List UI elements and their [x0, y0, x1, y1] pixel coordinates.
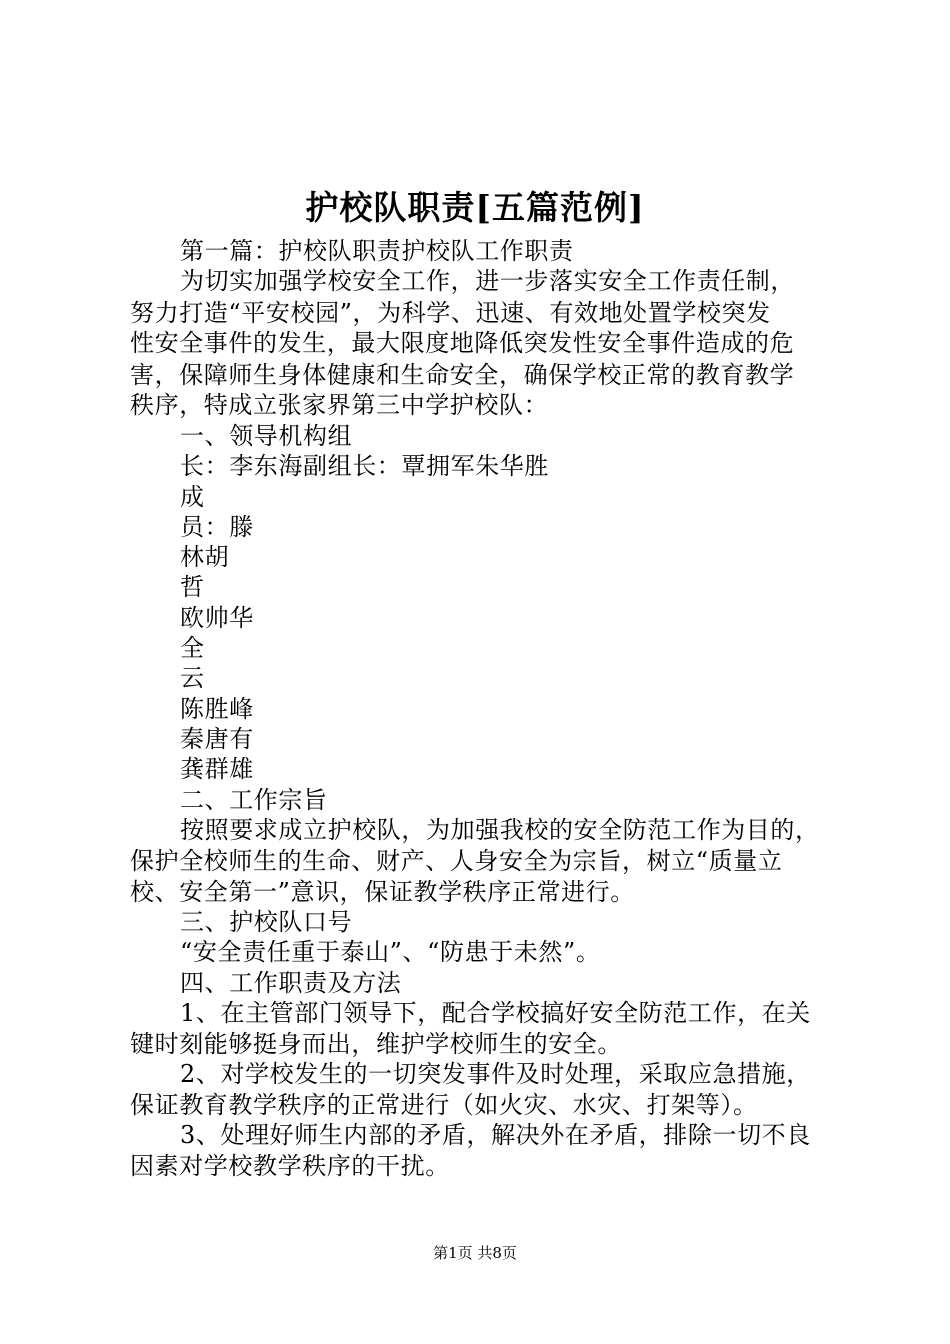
- paragraph-line: 龚群雄: [180, 755, 254, 783]
- paragraph-line: 为切实加强学校安全工作，进一步落实安全工作责任制，: [180, 267, 795, 295]
- paragraph-line: 哲: [180, 573, 205, 601]
- paragraph-line: 秦唐有: [180, 725, 254, 753]
- paragraph-line: 欧帅华: [180, 604, 254, 632]
- paragraph-line: 因素对学校教学秩序的干扰。: [130, 1152, 450, 1180]
- paragraph-line: 按照要求成立护校队，为加强我校的安全防范工作为目的，: [180, 816, 820, 844]
- paragraph-line: 成: [180, 483, 205, 511]
- paragraph-line: “安全责任重于泰山”、“防患于未然”。: [180, 938, 601, 966]
- paragraph-line: 1、在主管部门领导下，配合学校搞好安全防范工作，在关: [180, 999, 811, 1027]
- paragraph-line: 性安全事件的发生，最大限度地降低突发性安全事件造成的危: [130, 329, 795, 357]
- paragraph-line: 员：滕: [180, 513, 254, 541]
- document-title: 护校队职责[五篇范例]: [305, 188, 645, 227]
- paragraph-line: 键时刻能够挺身而出，维护学校师生的安全。: [130, 1030, 622, 1058]
- paragraph-line: 全: [180, 634, 205, 662]
- section-heading: 一、领导机构组: [180, 422, 353, 450]
- paragraph-line: 林胡: [180, 543, 230, 571]
- section-heading: 第一篇：护校队职责护校队工作职责: [180, 237, 574, 265]
- paragraph-line: 长：李东海副组长：覃拥军朱华胜: [180, 452, 549, 480]
- section-heading: 三、护校队口号: [180, 908, 353, 936]
- paragraph-line: 2、对学校发生的一切突发事件及时处理，采取应急措施，: [180, 1060, 811, 1088]
- paragraph-line: 云: [180, 664, 205, 692]
- paragraph-line: 保护全校师生的生命、财产、人身安全为宗旨，树立“质量立: [130, 847, 783, 875]
- paragraph-line: 陈胜峰: [180, 695, 254, 723]
- page-footer: 第1页 共8页: [433, 1244, 517, 1262]
- paragraph-line: 校、安全第一”意识，保证教学秩序正常进行。: [130, 878, 635, 906]
- paragraph-line: 秩序，特成立张家界第三中学护校队：: [130, 391, 549, 419]
- section-heading: 四、工作职责及方法: [180, 969, 402, 997]
- paragraph-line: 努力打造“平安校园”，为科学、迅速、有效地处置学校突发: [130, 299, 771, 327]
- section-heading: 二、工作宗旨: [180, 786, 328, 814]
- paragraph-line: 3、处理好师生内部的矛盾，解决外在矛盾，排除一切不良: [180, 1121, 811, 1149]
- paragraph-line: 保证教育教学秩序的正常进行（如火灾、水灾、打架等）。: [130, 1091, 758, 1119]
- paragraph-line: 害，保障师生身体健康和生命安全，确保学校正常的教育教学: [130, 361, 795, 389]
